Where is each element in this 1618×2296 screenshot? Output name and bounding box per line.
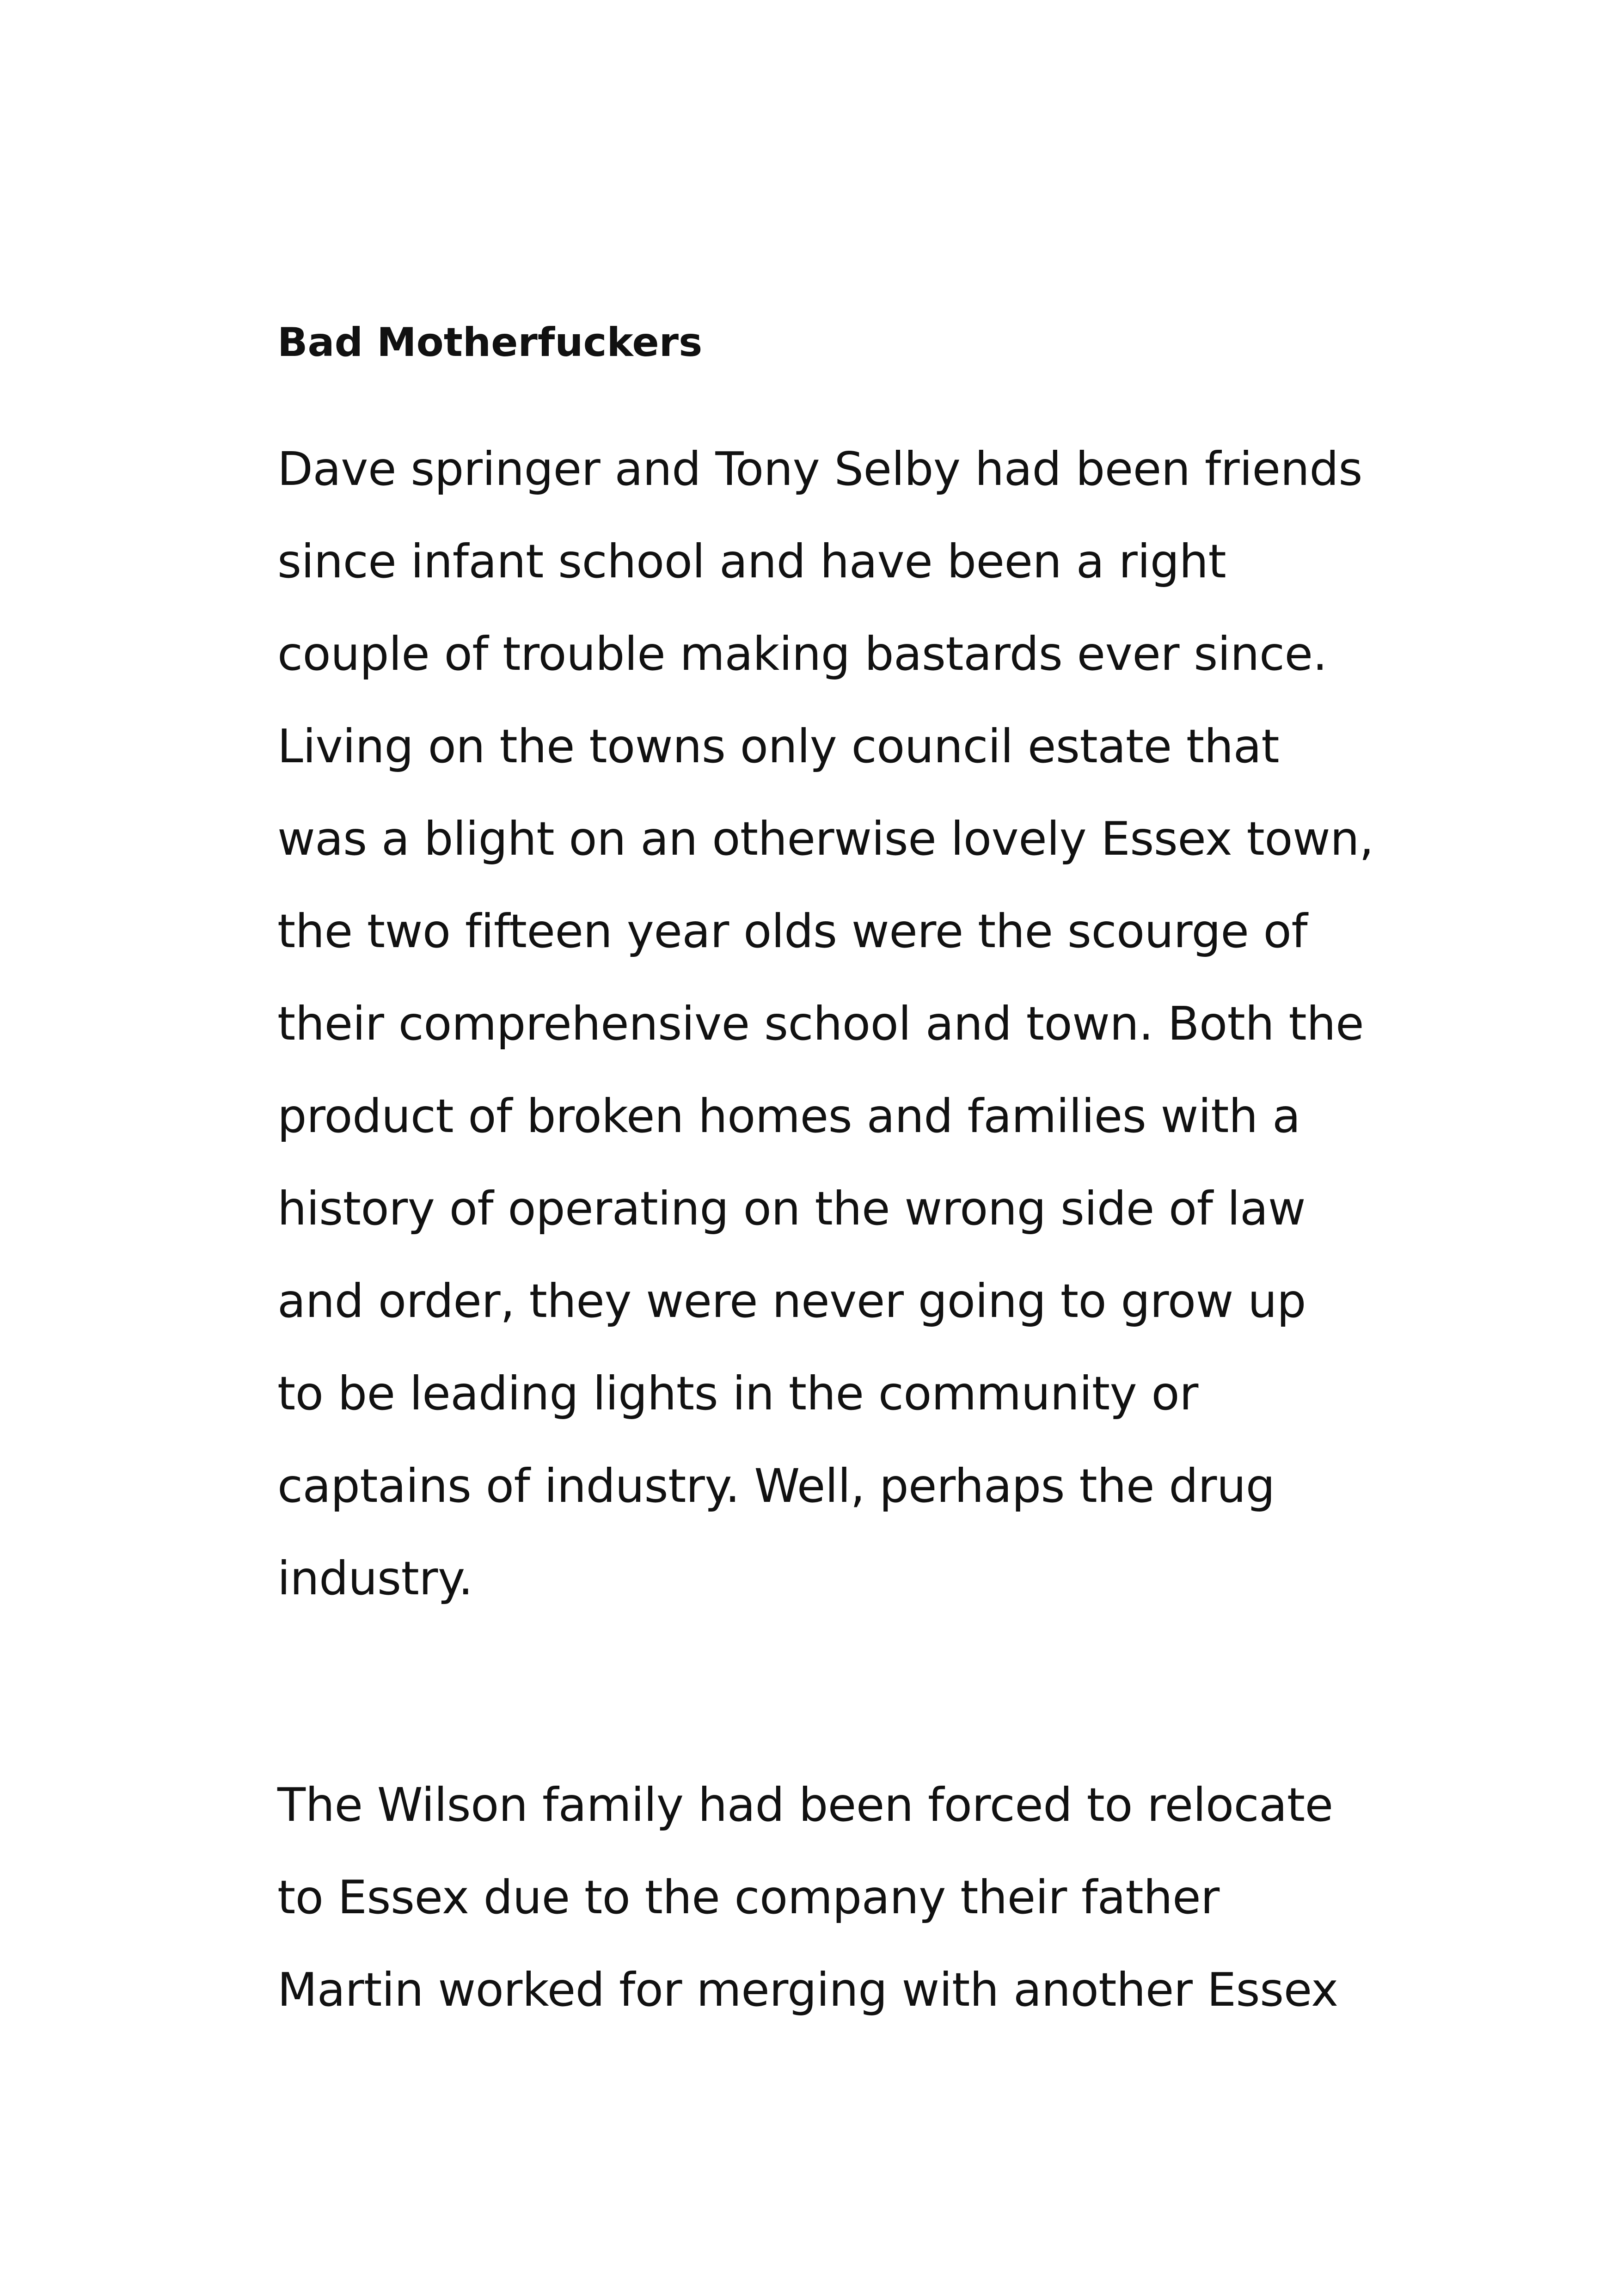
paragraph-line: Living on the towns only council estate that — [277, 719, 1280, 773]
paragraph-line: since infant school and have been a right — [277, 534, 1226, 588]
paragraph-line: the two fifteen year olds were the scourge of — [277, 904, 1308, 958]
paragraph-line: captains of industry. Well, perhaps the drug — [277, 1459, 1275, 1513]
paragraph-line: industry. — [277, 1551, 473, 1605]
paragraph-line: to be leading lights in the community or — [277, 1366, 1198, 1420]
paragraph-line: to Essex due to the company their father — [277, 1870, 1220, 1924]
paragraph-line: product of broken homes and families with a — [277, 1089, 1300, 1143]
paragraph-line: Martin worked for merging with another Essex — [277, 1963, 1338, 2017]
paragraph-line: and order, they were never going to grow up — [277, 1274, 1306, 1328]
paragraph-line: history of operating on the wrong side of law — [277, 1182, 1306, 1236]
paragraph-line: The Wilson family had been forced to relocate — [277, 1778, 1333, 1832]
document-title: Bad Motherfuckers — [277, 319, 703, 366]
paragraph-line: Dave springer and Tony Selby had been friends — [277, 442, 1362, 496]
paragraph-line: their comprehensive school and town. Both the — [277, 997, 1364, 1051]
paragraph-line: couple of trouble making bastards ever since. — [277, 627, 1327, 681]
paragraph-line: was a blight on an otherwise lovely Essex town, — [277, 812, 1374, 866]
